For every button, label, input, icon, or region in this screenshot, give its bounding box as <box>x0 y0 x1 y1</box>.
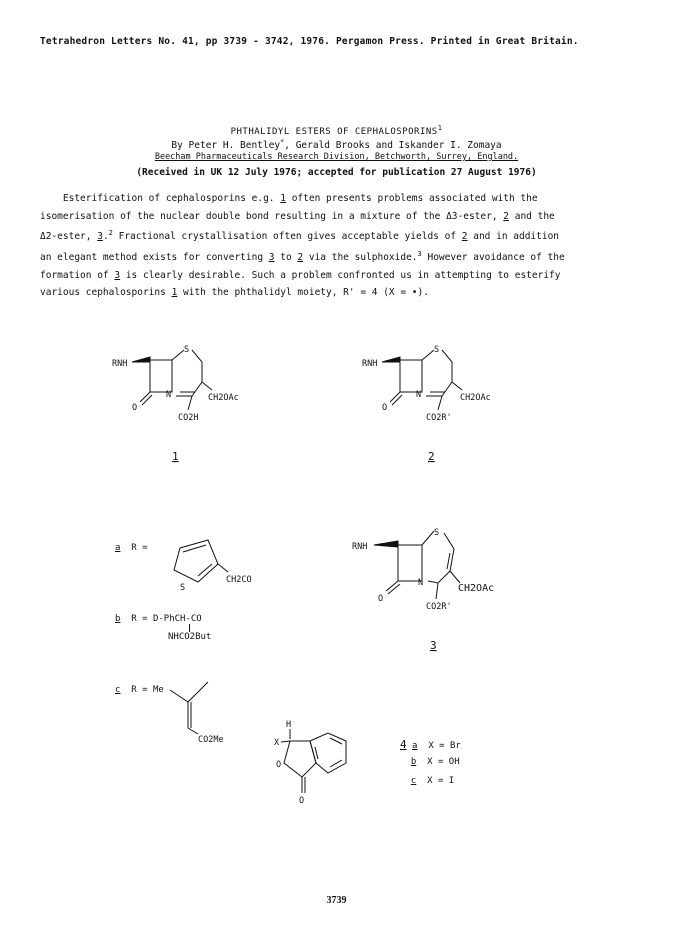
ester-bond <box>438 396 442 410</box>
carbonyl-bond <box>392 395 402 405</box>
carbonyl-bond <box>388 584 400 594</box>
affiliation: Beecham Pharmaceuticals Research Division, Betchworth, Surrey, England. <box>154 152 519 162</box>
ester-label: CO2Me <box>198 735 224 745</box>
ester-label: CO2R' <box>426 413 452 423</box>
paragraph-line: an elegant method exists for converting 3 to 2 via the sulphoxide.$^3$ However avoidance of the <box>40 249 565 264</box>
article-title: PHTHALIDYL ESTERS OF CEPHALOSPORINS$^1$ <box>230 124 443 137</box>
thiophene-ring <box>174 540 218 582</box>
sulfur-label: S <box>434 528 440 538</box>
compound-number: 1 <box>172 450 179 463</box>
ring-bond <box>422 531 434 545</box>
structure-2-diagram <box>360 340 540 470</box>
carbonyl-bond <box>140 392 150 402</box>
r-group-b-substituent: NHCO2But <box>168 632 212 642</box>
side-chain-bond <box>202 382 212 390</box>
oxygen-label: O <box>378 594 384 604</box>
dihydrothiazine-ring <box>426 350 452 396</box>
acid-label: CO2H <box>178 413 199 423</box>
ring-bond <box>172 350 184 360</box>
ester-bond <box>188 728 198 734</box>
beta-lactam-ring <box>398 545 422 581</box>
side-chain-label: CH2OAc <box>460 393 491 403</box>
substituent-bond <box>189 624 190 632</box>
carbonyl-oxygen-label: O <box>299 796 305 806</box>
acid-bond <box>188 396 192 410</box>
ring-double-bond <box>198 564 212 576</box>
paragraph-line: Δ2-ester, 3.$^2$ Fractional crystallisation often gives acceptable yields of 2 and in addition <box>40 229 560 243</box>
ester-bond <box>436 583 438 599</box>
side-chain-bond <box>452 382 462 390</box>
dimethylacrylate-diagram <box>168 672 248 752</box>
ring-bond <box>422 350 434 360</box>
paragraph-line: various cephalosporins 1 with the phthalidyl moiety, R' = 4 (X = •). <box>40 287 429 299</box>
carbonyl-bond <box>142 395 152 405</box>
beta-lactam-ring <box>150 360 172 392</box>
sulfur-label: S <box>434 345 440 355</box>
sulfur-label: S <box>184 345 190 355</box>
side-chain-label: CH2OAc <box>458 583 495 594</box>
nitrogen-label: N <box>418 578 424 588</box>
r-group-c: c R = Me <box>115 685 164 695</box>
page-number: 3739 <box>326 895 347 906</box>
dihydrothiazine-ring <box>176 350 202 396</box>
rnh-label: RNH <box>352 542 368 552</box>
double-bond <box>447 553 450 569</box>
paragraph-line: formation of 3 is clearly desirable. Such a problem confronted us in attempting to esterify <box>40 269 561 281</box>
carbonyl-bond <box>386 581 398 591</box>
hydrogen-label: H <box>286 720 292 730</box>
wedge-bond <box>132 357 150 362</box>
carbonyl-bond <box>390 392 400 402</box>
side-chain-bond <box>450 571 460 583</box>
body-paragraph <box>40 190 635 302</box>
methyl-bond <box>188 682 208 702</box>
paragraph-line: Esterification of cephalosporins e.g. 1 often presents problems associated with the <box>62 193 538 204</box>
wedge-bond <box>374 541 398 547</box>
wedge-bond <box>382 357 400 362</box>
x-group-b: b X = OH <box>410 757 460 767</box>
aromatic-bond <box>315 747 318 759</box>
structure-1-diagram <box>110 340 290 470</box>
compound-number: 3 <box>430 639 437 652</box>
ring-oxygen-label: O <box>276 760 282 770</box>
r-group-b: b R = D-PhCH-CO <box>115 614 202 624</box>
nitrogen-label: N <box>416 390 422 400</box>
dihydrothiazine-ring <box>428 533 454 583</box>
authors: By Peter H. Bentley*, Gerald Brooks and Iskander I. Zomaya <box>171 138 502 152</box>
side-chain-label: CH2OAc <box>208 393 239 403</box>
ester-label: CO2R' <box>426 602 452 612</box>
paragraph-line: isomerisation of the nuclear double bond resulting in a mixture of the Δ3-ester, 2 and the <box>40 210 555 222</box>
rnh-label: RNH <box>112 359 128 369</box>
phthalide-diagram <box>270 715 380 815</box>
x-group-a: 4 a X = Br <box>400 738 461 751</box>
oxygen-label: O <box>382 403 388 413</box>
sulfur-label: S <box>180 583 186 593</box>
structure-3-diagram <box>350 525 540 655</box>
acyl-label: CH2CO <box>226 575 252 585</box>
side-chain-bond <box>218 564 228 572</box>
oxygen-label: O <box>132 403 138 413</box>
methyl-bond <box>170 690 188 702</box>
thiophene-diagram <box>170 530 280 600</box>
nitrogen-label: N <box>166 390 172 400</box>
cx-bond <box>281 741 290 742</box>
beta-lactam-ring <box>400 360 422 392</box>
x-group-c: c X = I <box>410 776 455 786</box>
x-substituent-label: X <box>274 738 280 748</box>
journal-header: Tetrahedron Letters No. 41, pp 3739 - 3742, 1976. Pergamon Press. Printed in Great Britain. <box>40 36 579 47</box>
received-dates: (Received in UK 12 July 1976; accepted for publication 27 August 1976) <box>136 167 537 178</box>
compound-number: 2 <box>428 450 435 463</box>
benzene-ring <box>310 733 346 773</box>
rnh-label: RNH <box>362 359 378 369</box>
r-group-a: a R = <box>115 543 148 553</box>
